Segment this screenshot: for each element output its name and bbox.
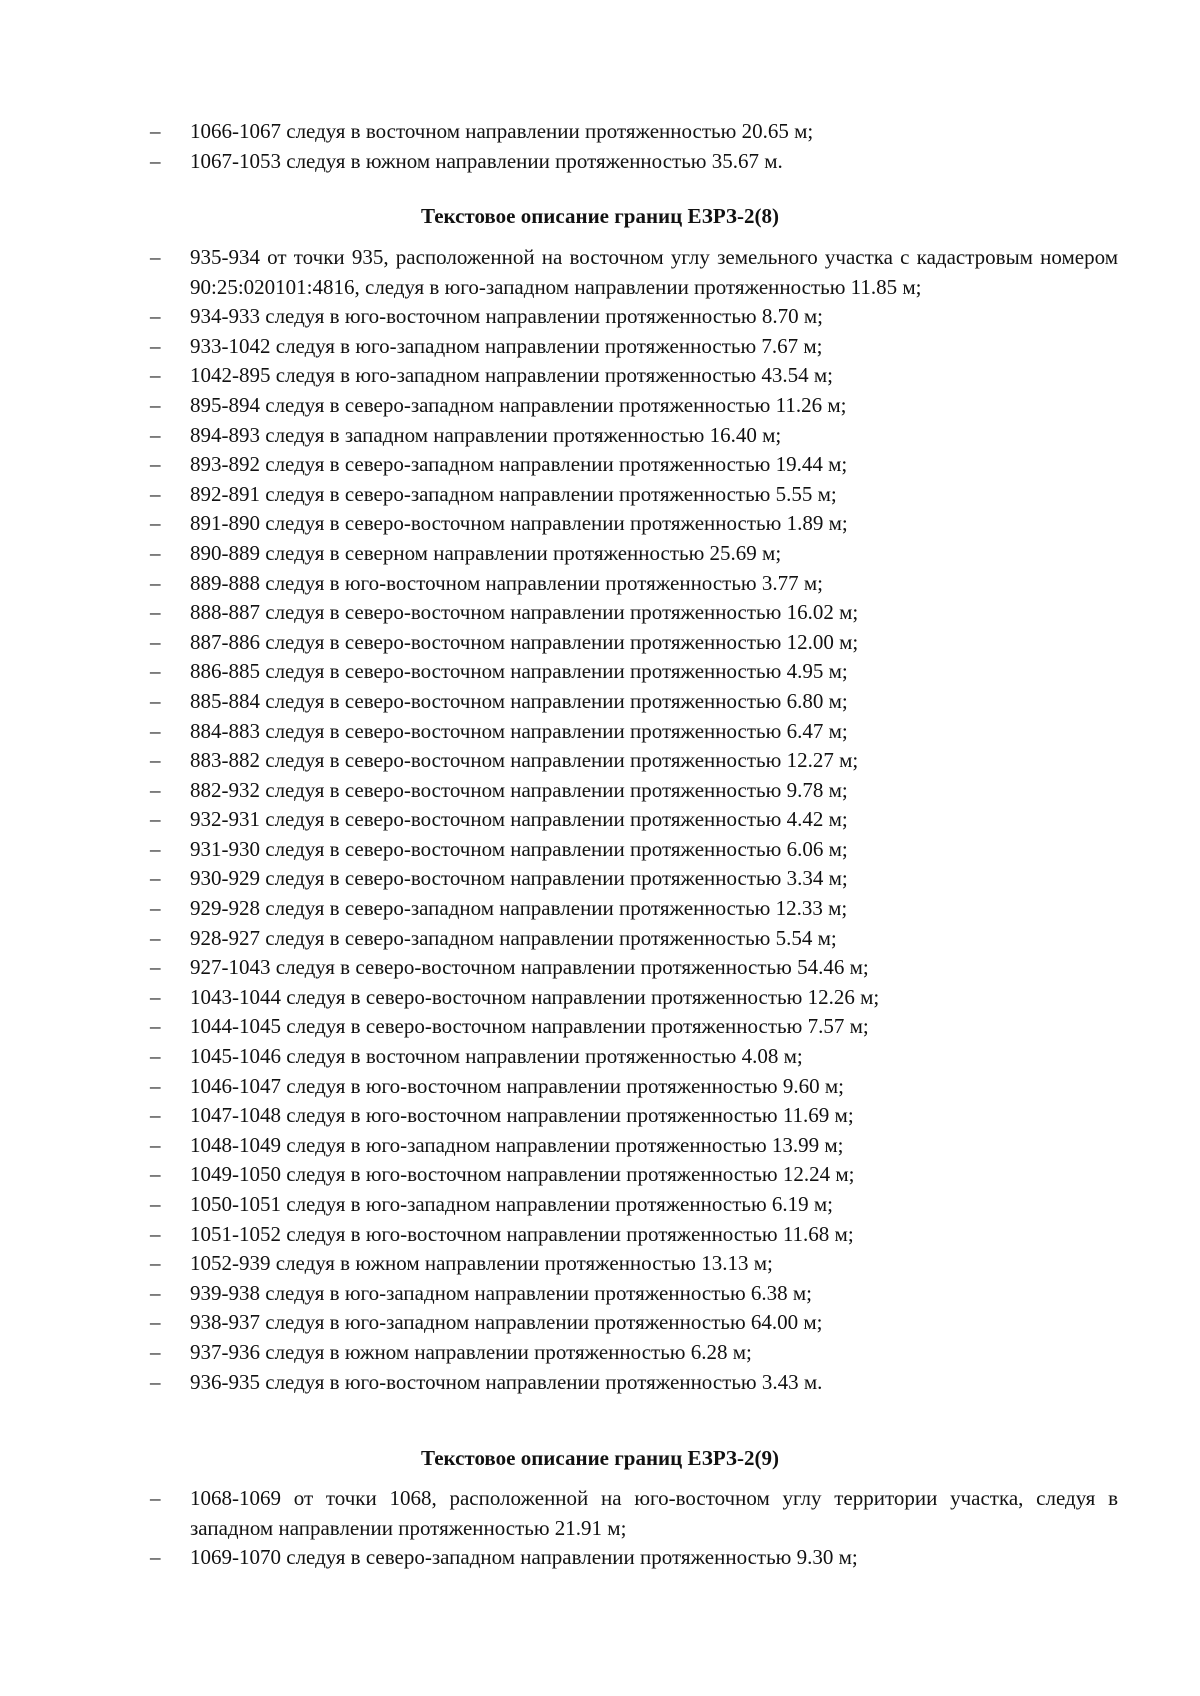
boundary-segment-item: – 1068-1069 от точки 1068, расположенной на юго-восточном углу территории участка, следуя в западном направлении протяженностью 21.91 м; — [150, 1484, 1118, 1543]
boundary-segment-item: – 1046-1047 следуя в юго-восточном направлении протяженностью 9.60 м; — [150, 1072, 1118, 1102]
boundary-list-ezrz-2-9 — [150, 1484, 1118, 1573]
boundary-segment-item: – 1047-1048 следуя в юго-восточном направлении протяженностью 11.69 м; — [150, 1101, 1118, 1131]
boundary-segment-item: – 894-893 следуя в западном направлении протяженностью 16.40 м; — [150, 421, 1118, 451]
boundary-segment-item: – 1069-1070 следуя в северо-западном направлении протяженностью 9.30 м; — [150, 1543, 1118, 1573]
boundary-segment-item: – 1044-1045 следуя в северо-восточном направлении протяженностью 7.57 м; — [150, 1012, 1118, 1042]
boundary-segment-item: – 1045-1046 следуя в восточном направлении протяженностью 4.08 м; — [150, 1042, 1118, 1072]
boundary-segment-item: – 884-883 следуя в северо-восточном направлении протяженностью 6.47 м; — [150, 717, 1118, 747]
boundary-segment-item: – 933-1042 следуя в юго-западном направлении протяженностью 7.67 м; — [150, 332, 1118, 362]
boundary-segment-item: – 882-932 следуя в северо-восточном направлении протяженностью 9.78 м; — [150, 776, 1118, 806]
section-heading-ezrz-2-9: Текстовое описание границ ЕЗРЗ-2(9) — [420, 1446, 779, 1470]
boundary-segment-item: – 1048-1049 следуя в юго-западном направлении протяженностью 13.99 м; — [150, 1131, 1118, 1161]
boundary-segment-item: – 887-886 следуя в северо-восточном направлении протяженностью 12.00 м; — [150, 628, 1118, 658]
boundary-segment-item: – 1043-1044 следуя в северо-восточном направлении протяженностью 12.26 м; — [150, 983, 1118, 1013]
boundary-segment-item: – 892-891 следуя в северо-западном направлении протяженностью 5.55 м; — [150, 480, 1118, 510]
boundary-segment-item: – 883-882 следуя в северо-восточном направлении протяженностью 12.27 м; — [150, 746, 1118, 776]
boundary-segment-item: – 888-887 следуя в северо-восточном направлении протяженностью 16.02 м; — [150, 598, 1118, 628]
boundary-segment-list — [150, 117, 1118, 176]
boundary-segment-item: – 1050-1051 следуя в юго-западном направлении протяженностью 6.19 м; — [150, 1190, 1118, 1220]
boundary-segment-item: – 939-938 следуя в юго-западном направлении протяженностью 6.38 м; — [150, 1279, 1118, 1309]
boundary-segment-item: – 1066-1067 следуя в восточном направлении протяженностью 20.65 м; — [150, 117, 1118, 147]
section-heading-ezrz-2-8: Текстовое описание границ ЕЗРЗ-2(8) — [420, 204, 779, 228]
boundary-segment-item: – 927-1043 следуя в северо-восточном направлении протяженностью 54.46 м; — [150, 953, 1118, 983]
boundary-segment-item: – 1052-939 следуя в южном направлении протяженностью 13.13 м; — [150, 1249, 1118, 1279]
boundary-segment-item: – 929-928 следуя в северо-западном направлении протяженностью 12.33 м; — [150, 894, 1118, 924]
boundary-segment-item: – 885-884 следуя в северо-восточном направлении протяженностью 6.80 м; — [150, 687, 1118, 717]
boundary-segment-item: – 891-890 следуя в северо-восточном направлении протяженностью 1.89 м; — [150, 509, 1118, 539]
boundary-segment-list — [150, 1484, 1118, 1573]
boundary-segment-item: – 935-934 от точки 935, расположенной на восточном углу земельного участка с кадастровым номером 90:25:020101:4816, следуя в юго-западном направлении протяженностью 11.85 м; — [150, 243, 1118, 302]
boundary-segment-item: – 937-936 следуя в южном направлении протяженностью 6.28 м; — [150, 1338, 1118, 1368]
boundary-segment-item: – 928-927 следуя в северо-западном направлении протяженностью 5.54 м; — [150, 924, 1118, 954]
boundary-segment-item: – 1049-1050 следуя в юго-восточном направлении протяженностью 12.24 м; — [150, 1160, 1118, 1190]
boundary-segment-item: – 893-892 следуя в северо-западном направлении протяженностью 19.44 м; — [150, 450, 1118, 480]
boundary-segment-item: – 932-931 следуя в северо-восточном направлении протяженностью 4.42 м; — [150, 805, 1118, 835]
boundary-segment-item: – 886-885 следуя в северо-восточном направлении протяженностью 4.95 м; — [150, 657, 1118, 687]
boundary-segment-item: – 1067-1053 следуя в южном направлении протяженностью 35.67 м. — [150, 147, 1118, 177]
boundary-segment-item: – 938-937 следуя в юго-западном направлении протяженностью 64.00 м; — [150, 1308, 1118, 1338]
boundary-segment-item: – 1042-895 следуя в юго-западном направлении протяженностью 43.54 м; — [150, 361, 1118, 391]
boundary-segment-item: – 890-889 следуя в северном направлении протяженностью 25.69 м; — [150, 539, 1118, 569]
boundary-list-continuation — [150, 117, 1118, 176]
boundary-segment-item: – 931-930 следуя в северо-восточном направлении протяженностью 6.06 м; — [150, 835, 1118, 865]
boundary-segment-item: – 934-933 следуя в юго-восточном направлении протяженностью 8.70 м; — [150, 302, 1118, 332]
boundary-segment-item: – 889-888 следуя в юго-восточном направлении протяженностью 3.77 м; — [150, 569, 1118, 599]
boundary-segment-item: – 895-894 следуя в северо-западном направлении протяженностью 11.26 м; — [150, 391, 1118, 421]
boundary-list-ezrz-2-8 — [150, 243, 1118, 1397]
boundary-segment-list — [150, 243, 1118, 1397]
boundary-segment-item: – 936-935 следуя в юго-восточном направлении протяженностью 3.43 м. — [150, 1368, 1118, 1398]
boundary-segment-item: – 1051-1052 следуя в юго-восточном направлении протяженностью 11.68 м; — [150, 1220, 1118, 1250]
boundary-segment-item: – 930-929 следуя в северо-восточном направлении протяженностью 3.34 м; — [150, 864, 1118, 894]
